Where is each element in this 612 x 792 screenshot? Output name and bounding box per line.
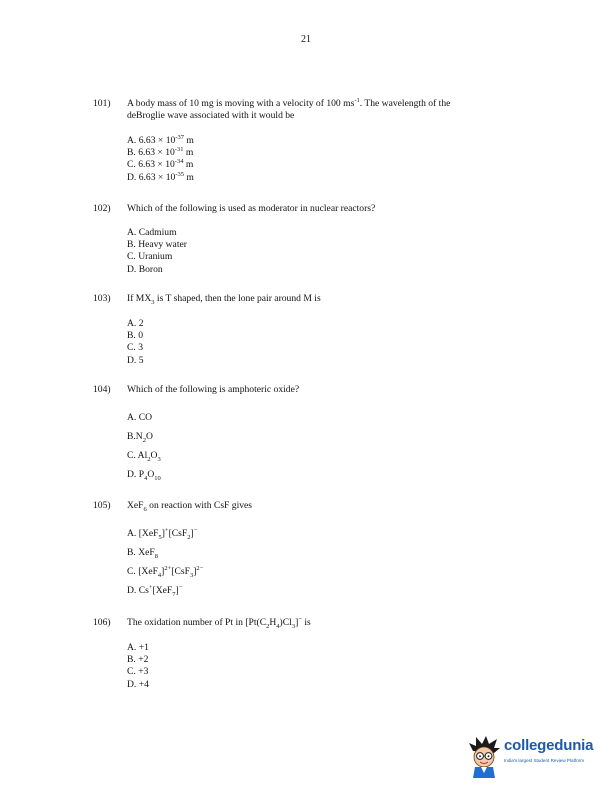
option-b: B. XeF$_8$ <box>127 547 158 560</box>
options-list <box>127 408 533 484</box>
stem-text-end: . The wavelength of the <box>359 98 451 109</box>
question-stem <box>127 98 533 122</box>
option-c: C. +3 <box>127 666 149 678</box>
question-102 <box>93 203 533 276</box>
option-d: D. $6.63 \times 10^{-35}$ m <box>127 170 194 183</box>
option-a: A. CO <box>127 412 153 423</box>
question-stem: Which of the following is used as moderator in nuclear reactors? <box>127 203 376 214</box>
question-stem: If $MX_3$ is T shaped, then the lone pair around M is <box>127 293 321 306</box>
option-a: A. 2 <box>127 318 144 329</box>
logo-text: collegedunia <box>504 737 594 754</box>
options-list <box>127 135 533 184</box>
options-list <box>127 642 533 691</box>
option-a: A. Cadmium <box>127 227 177 238</box>
question-number: 104) <box>93 384 111 395</box>
question-106 <box>93 617 533 691</box>
question-104 <box>93 384 533 484</box>
option-c: C. $Al_2O_3$ <box>127 450 161 463</box>
page-number: 21 <box>301 34 311 45</box>
option-d: D. Boron <box>127 263 163 275</box>
option-c: C. Uranium <box>127 251 173 263</box>
option-a: A. +1 <box>127 642 149 653</box>
question-105 <box>93 500 533 600</box>
option-c: C. 3 <box>127 342 143 354</box>
question-stem: XeF$_6$ on reaction with CsF gives <box>127 500 253 513</box>
logo-tagline: India's largest Student Review Platform <box>504 758 585 763</box>
options-list <box>127 318 533 367</box>
mascot-icon <box>467 733 501 779</box>
options-list <box>127 227 533 276</box>
option-d: D. Cs+[XeF$_7$]− <box>127 583 183 598</box>
option-d: D. 5 <box>127 354 144 366</box>
stem-text-line2: deBroglie wave associated with it would be <box>127 110 295 121</box>
question-number: 103) <box>93 293 111 304</box>
option-a: A. $6.63 \times 10^{-37}$ m <box>127 133 194 146</box>
question-number: 106) <box>93 617 111 628</box>
collegedunia-logo <box>467 733 612 783</box>
option-b: B. 0 <box>127 330 143 342</box>
question-stem: The oxidation number of Pt in $[Pt(C_2H_4)Cl_3]^-$ is <box>127 615 311 630</box>
option-c: C. $[XeF_4]^{2+}[CsF_3]^{2-}$ <box>127 564 204 579</box>
question-number: 105) <box>93 500 111 511</box>
question-number: 102) <box>93 203 111 214</box>
question-number: 101) <box>93 98 111 109</box>
question-103 <box>93 293 533 367</box>
question-stem: Which of the following is amphoteric oxide? <box>127 384 300 395</box>
option-d: D. $P_4O_{10}$ <box>127 469 161 482</box>
option-d: D. +4 <box>127 678 149 690</box>
option-a: A. [XeF$_5$]+[CsF$_2$]− <box>127 526 198 541</box>
stem-text: A body mass of 10 mg is moving with a velocity of 100 ms <box>127 98 355 109</box>
options-list <box>127 524 533 600</box>
option-b: B. Heavy water <box>127 239 187 251</box>
option-b: $B.N_2O$ <box>127 431 153 444</box>
option-b: B. +2 <box>127 654 149 666</box>
option-c: C. $6.63 \times 10^{-34}$ m <box>127 158 194 171</box>
question-101 <box>93 98 533 184</box>
stem-sup: -1 <box>354 96 360 104</box>
option-b: B. $6.63 \times 10^{-31}$ m <box>127 146 194 159</box>
